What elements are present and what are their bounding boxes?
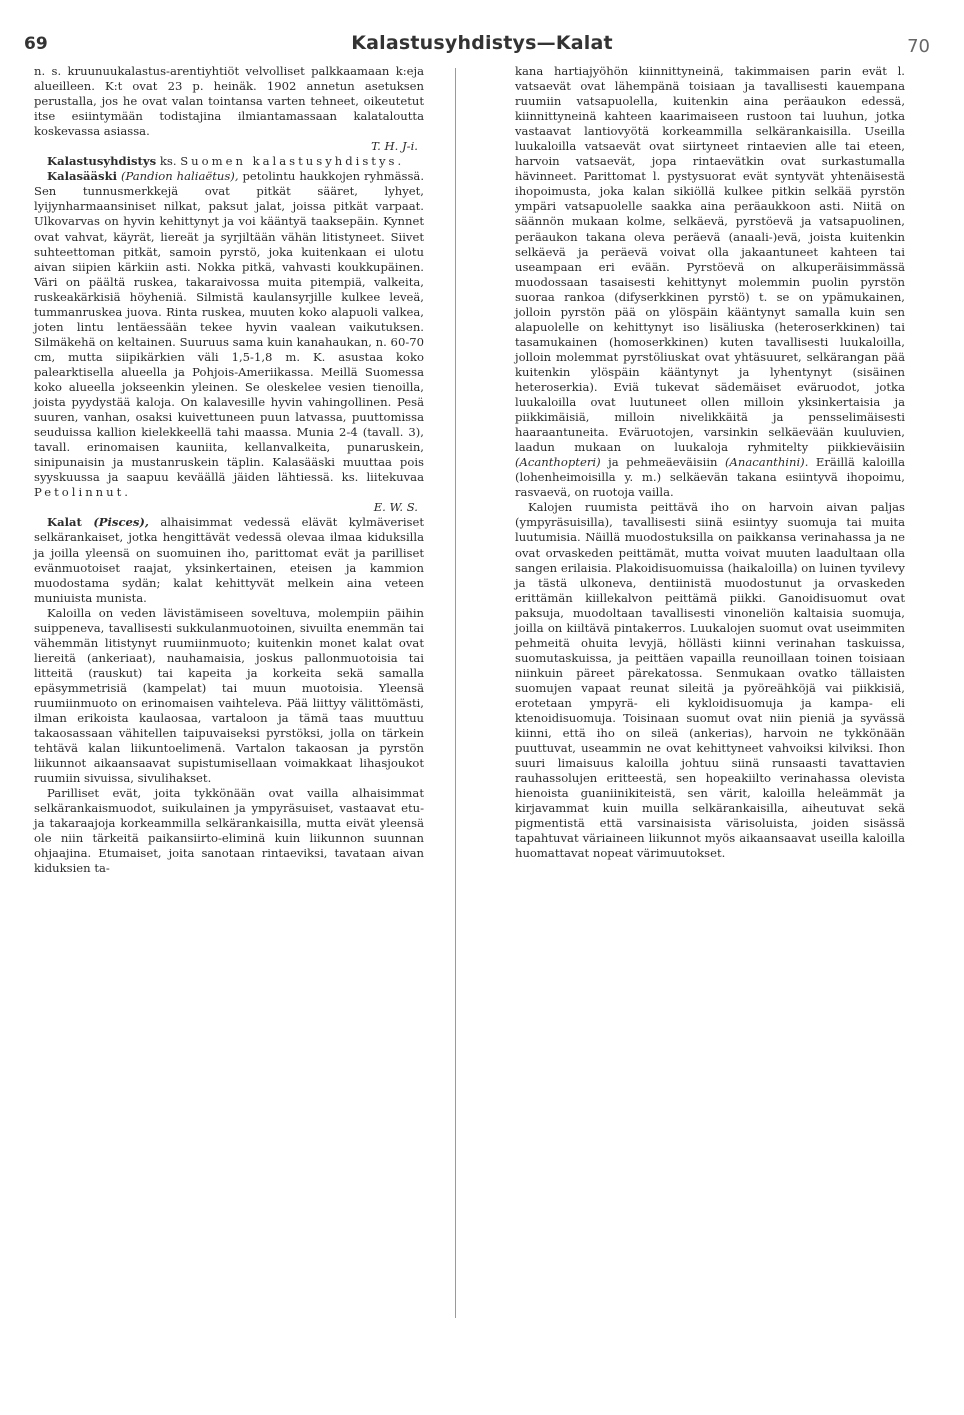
page-header <box>24 16 940 60</box>
entry-kalastusyhdistys <box>34 154 424 169</box>
paragraph-skin-scales: Kalojen ruumista peittävä iho on harvoin aivan paljas (ympyräsuisilla), tavallisesti siinä esiintyy suomuja tai muita luutumisia. Näillä muodostuksilla on paikkansa verinahassa ja ne ovat orvaskeden peittämät, mutta voivat muuten laadultaan olla sangen erilaisia. Plakoidisuomuissa (haikaloilla) on luinen tyvilevy ja tästä ulkoneva, dentiinistä muodostunut ja orvaskeden erittämän kiillekalvon peittämä piikki. Ganoidisuomut ovat paksuja, muodoltaan tavallisesti vinoneliön kaltaisia suomuja, joilla on kiiltävä pintakerros. Luukalojen suomut ovat useimmiten pehmeitä ohuita levyjä, höllästi kiinni verinahan taskuissa, suomutaskuissa, ja peittäen vapailla reunoillaan toinen toisiaan niinkuin päreet pärekatossa. Senmukaan ovatko tällaisten suomujen vapaat reunat sileitä ja pyöreähköjä vai piikkisiä, erotetaan ympyrä- eli kykloidisuomuja ja kampa- eli ktenoidisuomuja. Toisinaan suomut ovat niin pieniä ja syvässä kiinni, että iho on sileä (ankerias), harvoin ne tykkönään puuttuvat, useammin ne ovat kehittyneet vahvoiksi kilviksi. Ihon suuri limaisuus kaloilla johtuu siinä runsaasti tavattavien rauhassolujen eritteestä, sen hopeakiilto verinahassa olevista hienoista guaniinikiteistä, sen värit, kaloilla heleämmät ja kirjavammat kuin muilla selkärankaisilla, aiheutuvat sekä pigmentistä että varsinaisista värisoluista, joiden sisässä tapahtuvat väriaineen liikunnot myös aikaansaavat useilla kaloilla huomattavat nopeat värimuutokset. <box>515 500 905 861</box>
entry-crossref-link[interactable]: Petolinnut. <box>34 485 131 500</box>
latin-name: (Acanthopteri) <box>515 455 601 470</box>
running-title: Kalastusyhdistys—Kalat <box>351 32 613 54</box>
entry-body: petolintu haukkojen ryhmässä. Sen tunnusmerkkejä ovat pitkät sääret, lyhyet, lyijynharmaansiniset nilkat, paksut jalat, joissa pitkät varpaat. Ulkovarvas on hyvin kehittynyt ja voi kääntyä taaksepäin. Kynnet ovat vahvat, käyrät, liereät ja syrjiltään vähän litistyneet. Siivet suhteettoman pitkät, samoin pyrstö, joka kuitenkaan ei ulotu aivan siipien kärkiin asti. Nokka pitkä, vahvasti koukkupäinen. Väri on päältä ruskea, takaraivossa muita pitempiä, valkeita, ruskeakärkisiä höyheniä. Silmistä kaulansyrjille kulkee leveä, tummanruskea juova. Rinta ruskea, muuten koko alapuoli valkea, joten lintu lentäessään tekee hyvin vaalean vaikutuksen. Silmäkehä on keltainen. Suuruus sama kuin kanahaukan, n. 60-70 cm, mutta siipikärkien väli 1,5-1,8 m. K. asustaa koko palearktisella alueella ja Pohjois-Ameriikassa. Meillä Suomessa koko alueella jokseenkin yleinen. Se oleskelee vesien tienoilla, joista pyydystää kaloja. On kalavesille hyvin vahingollinen. Pesä suuren, vanhan, osaksi kuivettuneen puun latvassa, puuttomissa seuduissa kallion kielekkeellä tahi maassa. Munia 2-4 (tavall. 3), tavall. erinomaisen kauniita, kellanvalkeita, punaruskein, sinipunaisin ja mustanruskein täplin. Kalasääski muuttaa pois syyskuussa ja saapuu keväällä jäiden lähtiessä. ks. liitekuvaa <box>34 169 425 485</box>
right-column <box>515 64 905 861</box>
entry-body: alhaisimmat vedessä elävät kylmäveriset selkärankaiset, jotka hengittävät vedessä olevaa ilmaa kiduksilla ja joilla yleensä on suomuinen iho, parittomat evät ja parilliset evänmuotoiset raajat, yksinkertainen, eteisen ja kammion muodostama sydän; kalat kehittyvät melkein aina veteen muniuista munista. <box>34 515 425 605</box>
latin-name: (Pandion haliaëtus), <box>120 169 239 184</box>
paragraph-kalastusvalvoja: n. s. kruunuukalastus-arentiyhtiöt velvolliset palkkaamaan k:eja alueilleen. K:t ovat 23 p. heinäk. 1902 annetun asetuksen perustalla, jos he ovat valan tointansa varten tehneet, oikeutetut itse esiintymään todistajina ilmiantamassaan kalataloutta koskevassa asiassa. <box>34 64 424 139</box>
entry-lemma: Kalat <box>47 515 82 530</box>
paragraph-fins <box>515 64 905 500</box>
entry-kalat <box>34 515 424 605</box>
paragraph-text: ja pehmeäeväisiin <box>608 455 718 470</box>
paragraph-body-shape: Kaloilla on veden lävistämiseen soveltuva, molempiin päihin suippeneva, tavallisesti sukkulanmuotoinen, sivuilta enemmän tai vähemmän litistynyt ruumiinmuoto; kuitenkin monet kalat ovat liereitä (ankeriaat), nauhamaisia, joskus pallonmuotoisia tai litteitä (rauskut) tai kapeita ja korkeita sekä samalla epäsymmetrisiä (kampelat) tai muun muotoisia. Yleensä ruumiinmuoto on erinomaisen vaihteleva. Pää liittyy välittömästi, ilman erikoista kaulaosaa, vartaloon ja tämä taas muuttuu takaosassaan vähitellen taipuvaiseksi pyrstöksi, jolla on tärkein tehtävä kalan liikuntoelimenä. Vartalon takaosan ja pyrstön liikunnot aikaansaavat supistumisellaan voimakkaat lihasjoukot ruumiin sivuissa, sivulihakset. <box>34 605 424 786</box>
paragraph-paired-fins: Parilliset evät, joita tykkönään ovat vailla alhaisimmat selkärankaismuodot, suikulainen ja ympyräsuiset, vastaavat etu- ja takaraajoja korkeammilla selkärankaisilla, mutta eivät yleensä ole niin tärkeitä paikansiirto-eliminä kuin liikunnon suunnan ohjaajina. Etumaiset, joita sanotaan rintaeviksi, tavataan aivan kiduksien ta- <box>34 786 424 876</box>
entry-crossref-link[interactable]: Suomen kalastusyhdistys. <box>180 154 405 169</box>
author-signature: E. W. S. <box>373 500 418 515</box>
left-column <box>34 64 424 877</box>
page-number-left: 69 <box>24 34 48 54</box>
column-divider <box>455 68 456 1318</box>
paragraph-text: kana hartiajyöhön kiinnittyneinä, takimmaisen parin evät l. vatsaevät ovat lähempänä toisiaan ja tavallisesti kauempana ruumiin vatsapuolella, kuitenkin aina peräaukon edessä, kiinnittyneinä kahteen kaarimaiseen rustoon tai luuhun, jotka vastaavat lantiovyötä korkeammilla selkärankaisilla. Useilla luukaloilla vatsaevät ovat siirtyneet rintaevien alle tai eteen, harvoin vatsaevät, jopa rintaevätkin ovat surkastumalla hävinneet. Parittomat l. pystysuorat evät syntyvät yhtenäisestä ihopoimusta, joka kalan sikiöllä kulkee pitkin selkää pyrstön ympäri vatsapuolelle saakka aina peräaukkoon asti. Niitä on säännön mukaan kolme, selkäevä, pyrstöevä ja vatsapuolinen, peräaukon takana oleva peräevä (anaali-)evä, joista kuitenkin selkäevä ja peräevä voivat olla jakaantuneet kahteen tai useampaan eri evään. Pyrstöevä on alkuperäisimmässä muodossaan tasaisesti kehittynyt molemmin puolin pyrstön suoraa rankoa (difyserkkinen pyrstö) t. se on ypämukainen, jolloin pyrstön pää on ylöspäin kääntynyt samalla kuin sen alapuolelle on kehittynyt iso lisäliuska (heteroserkkinen) tai tasamukainen (homoserkkinen) kuten tavallisesti luukaloilla, jolloin molemmat pyrstöliuskat ovat yhtäsuuret, selkärangan pää kuitenkin ylöspäin kääntynyt ja lyhentynyt (sisäinen heteroserkia). Eviä tukevat sädemäiset eväruodot, jotka luukaloilla ovat luutuneet ollen milloin yksinkertaisia ja piikkimäisiä, milloin nivelikkäitä ja pensselimäisesti haaraantuneita. Eväruotojen, varsinkin selkäevään kuuluvien, laadun mukaan on luukaloja ryhmitelty piikkieväisiin <box>515 64 905 455</box>
page-number-right: 70 <box>907 36 930 57</box>
entry-crossref-prefix: ks. <box>159 154 177 169</box>
author-signature: T. H. J-i. <box>371 139 418 154</box>
latin-name: (Pisces), <box>93 515 149 530</box>
latin-name: (Anacanthini). <box>725 455 809 470</box>
paragraph-text: Eräillä kaloilla (lohenheimoisilla y. m.) selkäevän takana esiintyvä ihopoimu, rasvaevä, on ruotoja vailla. <box>515 455 906 500</box>
entry-lemma: Kalastusyhdistys <box>47 154 157 169</box>
entry-kalasaaski <box>34 169 424 500</box>
entry-lemma: Kalasääski <box>47 169 118 184</box>
